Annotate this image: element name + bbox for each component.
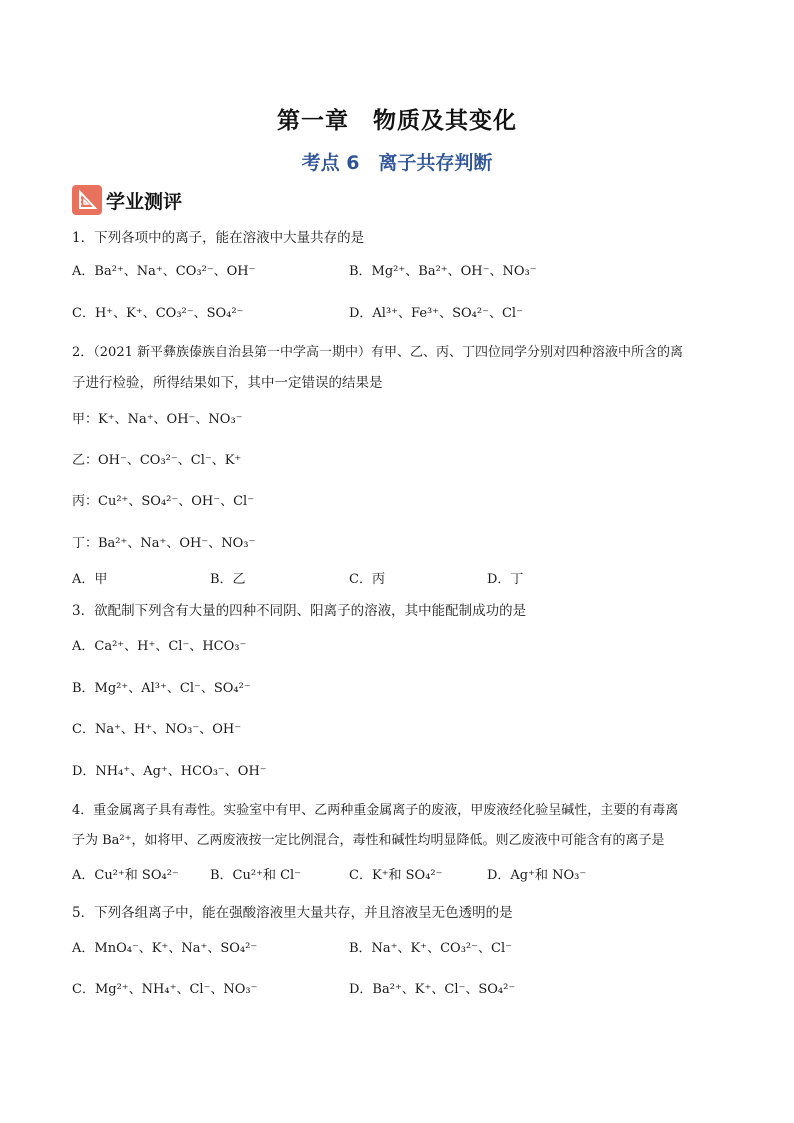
q3-option-a: A．Ca²⁺、H⁺、Cl⁻、HCO₃⁻ <box>72 639 247 654</box>
q4-option-b: B．Cu²⁺和 Cl⁻ <box>210 868 302 883</box>
topic-title: 考点 6 离子共存判断 <box>301 152 493 174</box>
q1-option-b: B．Mg²⁺、Ba²⁺、OH⁻、NO₃⁻ <box>349 264 537 279</box>
q2-stem-line2: 子进行检验，所得结果如下，其中一定错误的结果是 <box>72 375 383 391</box>
q3-option-c: C．Na⁺、H⁺、NO₃⁻、OH⁻ <box>72 722 242 737</box>
ruler-triangle-icon <box>72 185 102 215</box>
q5-option-a: A．MnO₄⁻、K⁺、Na⁺、SO₄²⁻ <box>72 941 258 956</box>
q4-stem-line1: 4．重金属离子具有毒性。实验室中有甲、乙两种重金属离子的废液，甲废液经化验呈碱性，主要的有毒离 <box>72 803 679 818</box>
q1-option-a: A．Ba²⁺、Na⁺、CO₃²⁻、OH⁻ <box>72 264 256 279</box>
q3-option-d: D．NH₄⁺、Ag⁺、HCO₃⁻、OH⁻ <box>72 764 267 779</box>
q5-option-b: B．Na⁺、K⁺、CO₃²⁻、Cl⁻ <box>349 941 512 956</box>
q2-option-b: B．乙 <box>210 572 246 587</box>
chapter-title: 第一章 物质及其变化 <box>277 108 517 134</box>
q4-stem-line2: 子为 Ba²⁺，如将甲、乙两废液按一定比例混合，毒性和碱性均明显降低。则乙废液中可能含有的离子是 <box>72 833 665 848</box>
q5-option-d: D．Ba²⁺、K⁺、Cl⁻、SO₄²⁻ <box>349 982 516 997</box>
section-header <box>72 184 182 216</box>
q3-option-b: B．Mg²⁺、Al³⁺、Cl⁻、SO₄²⁻ <box>72 681 251 696</box>
q2-item-ding: 丁：Ba²⁺、Na⁺、OH⁻、NO₃⁻ <box>72 536 256 551</box>
q1-option-c: C．H⁺、K⁺、CO₃²⁻、SO₄²⁻ <box>72 306 244 321</box>
q5-stem: 5．下列各组离子中，能在强酸溶液里大量共存，并且溶液呈无色透明的是 <box>72 905 513 921</box>
q2-option-a: A．甲 <box>72 572 108 587</box>
q5-option-c: C．Mg²⁺、NH₄⁺、Cl⁻、NO₃⁻ <box>72 982 258 997</box>
q4-option-d: D．Ag⁺和 NO₃⁻ <box>487 868 587 883</box>
q2-item-yi: 乙：OH⁻、CO₃²⁻、Cl⁻、K⁺ <box>72 453 242 468</box>
q1-option-d: D．Al³⁺、Fe³⁺、SO₄²⁻、Cl⁻ <box>349 306 523 321</box>
q3-stem: 3．欲配制下列含有大量的四种不同阴、阳离子的溶液，其中能配制成功的是 <box>72 603 527 619</box>
q2-item-jia: 甲：K⁺、Na⁺、OH⁻、NO₃⁻ <box>72 412 243 427</box>
q4-option-c: C．K⁺和 SO₄²⁻ <box>349 868 443 883</box>
section-label: 学业测评 <box>106 190 183 213</box>
q2-option-d: D．丁 <box>487 572 524 587</box>
q4-option-a: A．Cu²⁺和 SO₄²⁻ <box>72 868 179 883</box>
q2-option-c: C．丙 <box>349 572 385 587</box>
q2-item-bing: 丙：Cu²⁺、SO₄²⁻、OH⁻、Cl⁻ <box>72 494 255 509</box>
q2-stem-line1: 2．（2021 新平彝族傣族自治县第一中学高一期中）有甲、乙、丙、丁四位同学分别对四种溶液中所含的离 <box>72 345 683 360</box>
q1-stem: 1．下列各项中的离子，能在溶液中大量共存的是 <box>72 230 365 246</box>
